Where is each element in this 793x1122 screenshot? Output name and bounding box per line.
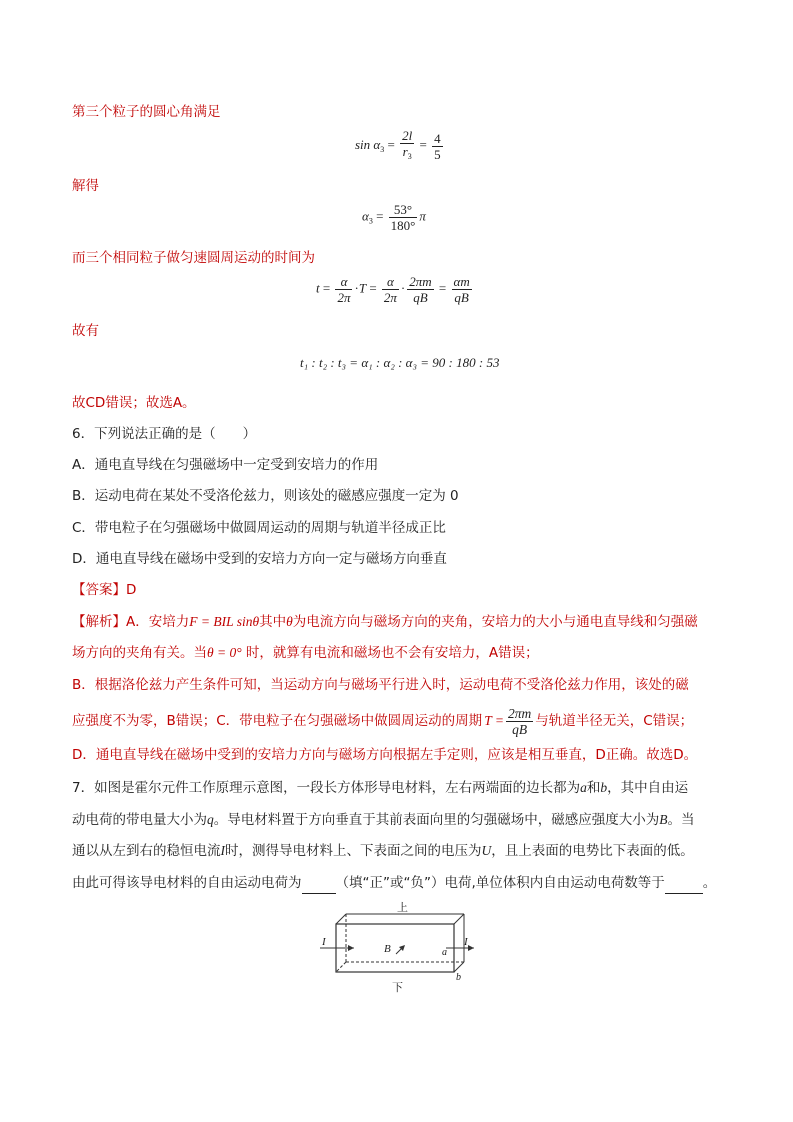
box-hidden-edge [336, 962, 346, 972]
box-edge [454, 914, 464, 924]
question-7-line: 7．如图是霍尔元件工作原理示意图，一段长方体形导电材料，左右两端面的边长都为a和b，其中自由运 [72, 780, 689, 796]
explanation-line: B．根据洛伦兹力产生条件可知，当运动方向与磁场平行进入时，运动电荷不受洛伦兹力作用，该处的磁 [72, 677, 689, 693]
arrowhead-icon [348, 945, 354, 951]
label-b: B [384, 943, 391, 955]
label-b-edge: b [456, 972, 461, 983]
label-a: a [442, 947, 447, 958]
option-c: C．带电粒子在匀强磁场中做圆周运动的周期与轨道半径成正比 [72, 520, 446, 536]
explanation-line: 【解析】A．安培力F = BIL sinθ其中θ为电流方向与磁场方向的夹角，安培力的大小与通电直导线和匀强磁 [72, 614, 698, 630]
formula-time: t = $\frac{\alpha}{2\pi}$ ·T = $\frac{\alpha}{2\pi}$ · $\frac{2\pi m}{qB}$ = $\frac{\alpha m}{qB}$ [316, 274, 470, 305]
explanation-line: 场方向的夹角有关。当θ = 0° 时，就算有电流和磁场也不会有安培力，A错误； [72, 645, 539, 661]
question-6-stem: 6．下列说法正确的是（ ） [72, 426, 257, 442]
option-d: D．通电直导线在磁场中受到的安培力方向一定与磁场方向垂直 [72, 551, 447, 567]
answer: 【答案】D [72, 582, 137, 598]
blank-charge-sign[interactable] [302, 873, 336, 894]
solution-text: 故有 [72, 323, 99, 339]
label-top: 上 [397, 902, 408, 914]
formula-sin-alpha3: $\sin \alpha_3$ = $\frac{2l}{r_3}$ = $\frac{4}{5}$ [355, 128, 441, 162]
blank-charge-density[interactable] [665, 873, 703, 894]
label-current-left: I [322, 936, 326, 948]
label-bottom: 下 [392, 982, 403, 994]
solution-text: 故CD错误；故选A。 [72, 395, 196, 411]
option-b: B．运动电荷在某处不受洛伦兹力，则该处的磁感应强度一定为 0 [72, 488, 459, 504]
formula-alpha3: $\alpha_3$ = $\frac{53^\circ}{180^\circ}$ π [362, 202, 426, 233]
arrowhead-icon [468, 945, 474, 951]
label-current-right: I [464, 936, 468, 948]
formula-ratio: t₁ : t₂ : t₃ = α₁ : α₂ : α₃ = 90 : 180 : 53 [300, 355, 500, 370]
solution-text: 而三个相同粒子做匀速圆周运动的时间为 [72, 250, 315, 266]
question-7-line: 动电荷的带电量大小为q。导电材料置于方向垂直于其前表面向里的匀强磁场中，磁感应强度大小为B。当 [72, 812, 695, 828]
question-7-line: 通以从左到右的稳恒电流I时，测得导电材料上、下表面之间的电压为U，且上表面的电势比下表面的低。 [72, 843, 694, 859]
hall-element-diagram [316, 900, 481, 996]
solution-text: 第三个粒子的圆心角满足 [72, 104, 221, 120]
box-edge [454, 962, 464, 972]
box-edge [336, 914, 346, 924]
explanation-line: D．通电直导线在磁场中受到的安培力方向与磁场方向根据左手定则，应该是相互垂直，D正确。故选D。 [72, 747, 698, 763]
option-a: A．通电直导线在匀强磁场中一定受到安培力的作用 [72, 457, 379, 473]
question-7-line: 由此可得该导电材料的自由运动电荷为 （填“正”或“负”）电荷,单位体积内自由运动电荷数等于 。 [72, 873, 716, 894]
solution-text: 解得 [72, 178, 99, 194]
explanation-line: 应强度不为零，B错误；C．带电粒子在匀强磁场中做圆周运动的周期 T = $\frac{2\pi m}{qB}$ 与轨道半径无关，C错误； [72, 705, 694, 737]
